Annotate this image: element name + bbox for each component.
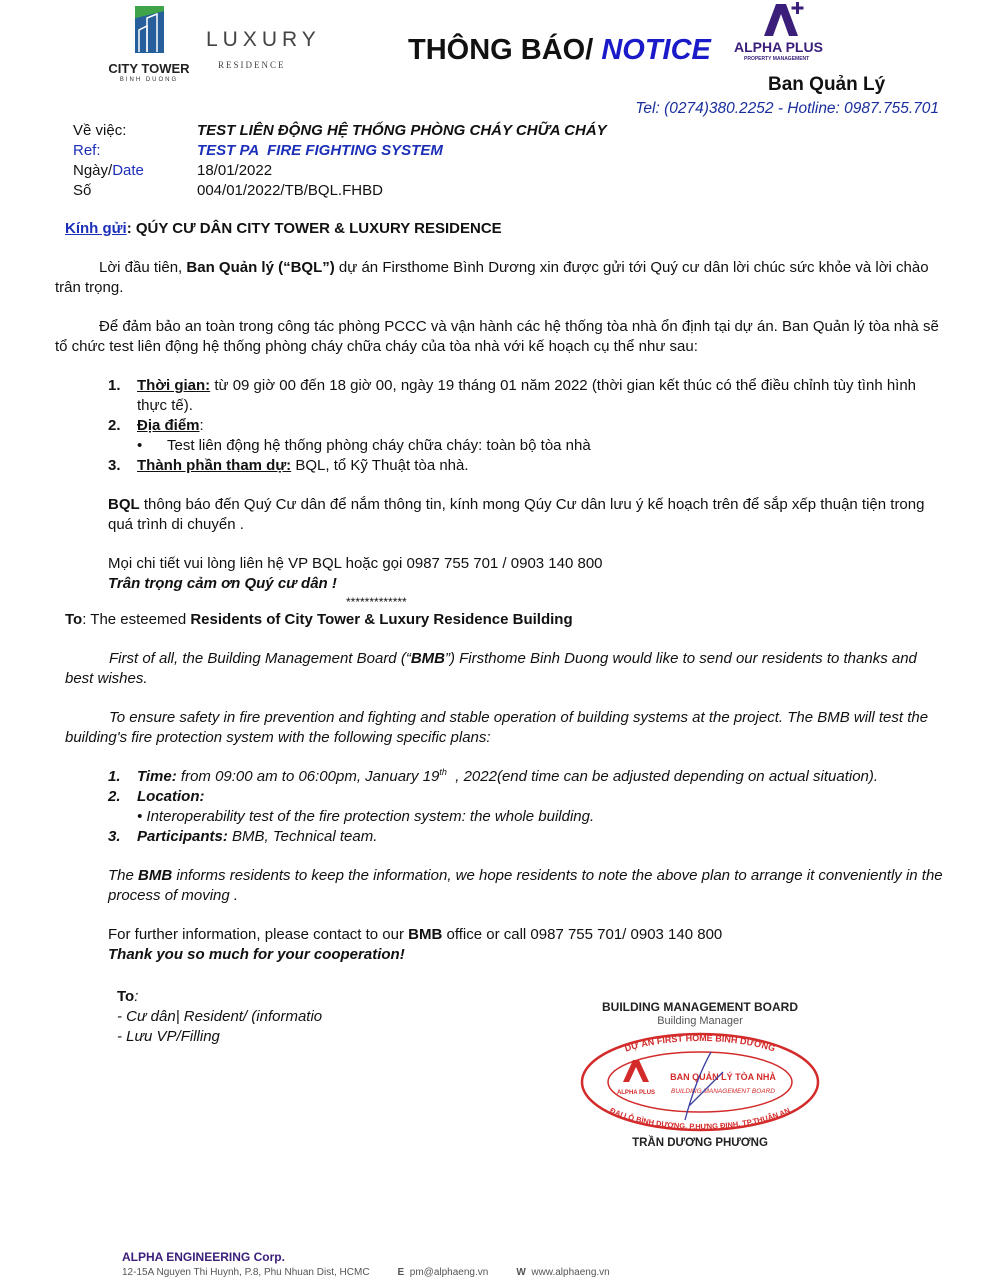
en-item-1-num: 1. [108,768,121,785]
vi-item-2 [65,416,945,436]
number-row [73,181,945,201]
vi-contact: Mọi chi tiết vui lòng liên hệ VP BQL hoặc gọi 0987 755 701 / 0903 140 800 [108,555,603,572]
en-item-2-bullet: • Interoperability test of the fire protection system: the whole building. [137,808,595,825]
subject-label: Về việc: [73,122,127,139]
footer-row [122,1266,962,1280]
recipients-to: To [117,988,135,1005]
en-item-1-text-b: , 2022(end time can be adjusted depending on actual situation). [446,768,879,785]
seal-bottom-arc [609,1106,792,1131]
issuer: Ban Quản Lý [768,74,886,95]
en-thanks: Thank you so much for your cooperation! [108,946,405,963]
footer [122,1250,962,1280]
vi-item-3 [65,456,945,476]
seal-center-text: BAN QUẢN LÝ TÒA NHÀ [670,1072,776,1082]
handwritten-signature [685,1052,723,1120]
recipients-colon: : [134,988,139,1005]
en-contact-b: office or call 0987 755 701/ 0903 140 800 [442,926,723,943]
recipient-line: - Lưu VP/Filling [117,1028,220,1045]
recipient-line: - Cư dân| Resident/ (informatio [117,1008,323,1025]
company-seal-icon [555,1030,845,1134]
en-to-bold: Residents of City Tower & Luxury Residence Building [190,611,573,628]
date-label-vi: Ngày/ [73,162,113,179]
date-label [73,161,197,181]
en-item-1-sup: th [439,767,447,777]
seal-logo-text: ALPHA PLUS [616,1090,656,1096]
title-vi: THÔNG BÁO/ [408,34,602,66]
en-contact-a: For further information, please contact to our [108,926,409,943]
luxury-logo-sub: RESIDENCE [218,60,286,70]
vi-item-2-bullet-text: Test liên động hệ thống phòng cháy chữa cháy: toàn bộ tòa nhà [167,437,591,454]
footer-web [516,1266,609,1280]
document-body [55,121,945,1047]
en-contact [65,925,945,945]
vi-p3-bold: BQL [108,496,140,513]
seal-top-text: DỰ ÁN FIRST HOME BÌNH DƯƠNG [623,1032,777,1054]
vi-item-3-text: BQL, tổ Kỹ Thuật tòa nhà. [291,457,469,474]
en-paragraph-2: To ensure safety in fire prevention and fighting and stable operation of building systems at the project. The BMB will test the building's fire protection system with the following specific plans: [65,709,929,746]
en-p3-b: informs residents to keep the information, we hope residents to note the above plan to arrange it conveniently in the process of moving . [108,867,943,904]
vi-item-2-bullet [65,436,945,456]
vi-p1-bold: Ban Quản lý (“BQL”) [186,259,335,276]
en-paragraph-1 [65,649,945,689]
number-label: Số [73,182,92,199]
subject-row [73,121,945,141]
signer-name: TRẦN DƯƠNG PHƯƠNG [632,1137,768,1149]
separator: ************* [346,595,407,609]
bullet-icon: • [137,437,143,454]
en-p3-a: The [108,867,139,884]
footer-company: ALPHA ENGINEERING Corp. [122,1250,285,1264]
footer-web-value[interactable]: www.alphaeng.vn [531,1267,610,1278]
en-p1-bold: BMB [410,650,445,667]
recipients-label [117,987,517,1007]
vi-item-1 [65,376,945,416]
en-p1-a: First of all, the Building Management Board (“ [109,650,411,667]
en-item-2 [65,787,945,807]
city-tower-logo [103,6,195,86]
greeting [65,219,945,239]
meta-block [65,121,945,201]
ref-label: Ref: [73,142,101,159]
en-item-3 [65,827,945,847]
vi-item-2-text: : [199,417,204,434]
en-item-3-label: Participants: [137,828,228,845]
alpha-plus-sub: PROPERTY MANAGEMENT [744,56,810,62]
vi-item-2-label: Địa điểm [137,417,200,434]
seal-bottom-text: ĐẠI LỘ BÌNH DƯƠNG, P.HƯNG ĐỊNH, TP.THUẬN AN [608,1105,792,1132]
vi-paragraph-2: Để đảm bảo an toàn trong công tác phòng PCCC và vận hành các hệ thống tòa nhà ổn định tại dự án. Ban Quản lý tòa nhà sẽ tổ chức test liên động hệ thống phòng cháy chữa cháy của tòa nhà với kế hoạch cụ thể như sau: [55,318,939,355]
seal-top-arc [623,1033,776,1054]
seal-center-en-text: BUILDING MANAGEMENT BOARD [670,1088,776,1095]
en-item-1-text-a: from 09:00 am to 06:00pm, January 19 [176,768,440,785]
greeting-text: : QÚY CƯ DÂN CITY TOWER & LUXURY RESIDENCE [126,220,502,237]
en-item-1-label: Time: [137,768,177,785]
signature-block [555,1000,845,1150]
city-tower-name: CITY TOWER [108,61,190,76]
ref-row [73,141,945,161]
signature-role: Building Manager [657,1015,743,1027]
date-row [73,161,945,181]
vi-item-1-text: từ 09 giờ 00 đến 18 giờ 00, ngày 19 tháng 01 năm 2022 (thời gian kết thúc có thể điều chỉnh tùy tình hình thực tế). [137,377,917,414]
en-contact-bold: BMB [408,926,443,943]
vi-thanks: Trân trọng cảm ơn Quý cư dân ! [108,575,337,592]
vi-item-1-label: Thời gian: [137,377,211,394]
footer-address: 12-15A Nguyen Thi Huynh, P.8, Phu Nhuan Dist, HCMC [122,1267,370,1278]
vi-item-3-num: 3. [108,457,121,474]
vi-p3-text: thông báo đến Quý Cư dân để nắm thông tin, kính mong Qúy Cư dân lưu ý kế hoạch trên để sắp xếp thuận tiện trong quá trình di chuyển . [108,496,925,533]
vi-paragraph-1 [55,258,945,298]
vi-p1-b: dự án Firsthome Bình Dương xin được gửi tới Quý cư dân lời chúc sức khỏe và lời chào trân trọng. [55,259,929,296]
en-p1-b: ”) Firsthome Binh Duong would like to send our residents to thanks and best wishes. [65,650,917,687]
alpha-plus-name: ALPHA PLUS [734,39,823,55]
en-item-1 [65,767,945,787]
en-item-3-num: 3. [108,828,121,845]
vi-paragraph-3 [65,495,945,535]
footer-email [398,1266,489,1280]
recipients-block [65,987,517,1047]
en-to-mid: : The esteemed [82,611,191,628]
contact-line: Tel: (0274)380.2252 - Hotline: 0987.755.701 [635,100,939,117]
greeting-label: Kính gửi [65,220,127,237]
footer-web-label: W [516,1267,526,1278]
vi-p1-a: Lời đầu tiên, [99,259,187,276]
footer-email-value[interactable]: pm@alphaeng.vn [409,1267,489,1278]
document-title [408,34,711,67]
city-tower-building-icon [135,6,164,53]
vi-item-3-label: Thành phần tham dự: [137,457,292,474]
date: 18/01/2022 [197,162,273,179]
alpha-plus-logo-icon [734,0,829,38]
en-to-label: To [65,611,83,628]
en-paragraph-3 [65,866,945,906]
vi-item-1-num: 1. [108,377,121,394]
en-item-3-text: BMB, Technical team. [227,828,378,845]
number: 004/01/2022/TB/BQL.FHBD [197,182,383,199]
signature-board: BUILDING MANAGEMENT BOARD [602,1000,798,1014]
title-en: NOTICE [601,34,711,66]
subject: TEST LIÊN ĐỘNG HỆ THỐNG PHÒNG CHÁY CHỮA CHÁY [197,122,607,139]
en-greeting [65,610,945,630]
city-tower-sub: BINH DUONG [119,77,179,83]
luxury-logo: LUXURY [206,28,321,51]
ref: TEST PA FIRE FIGHTING SYSTEM [197,142,443,159]
date-label-en: Date [112,162,144,179]
en-p3-bold: BMB [138,867,173,884]
vi-item-2-num: 2. [108,417,121,434]
en-item-2-num: 2. [108,788,121,805]
en-item-2-label: Location: [137,788,205,805]
footer-email-label: E [397,1267,405,1278]
